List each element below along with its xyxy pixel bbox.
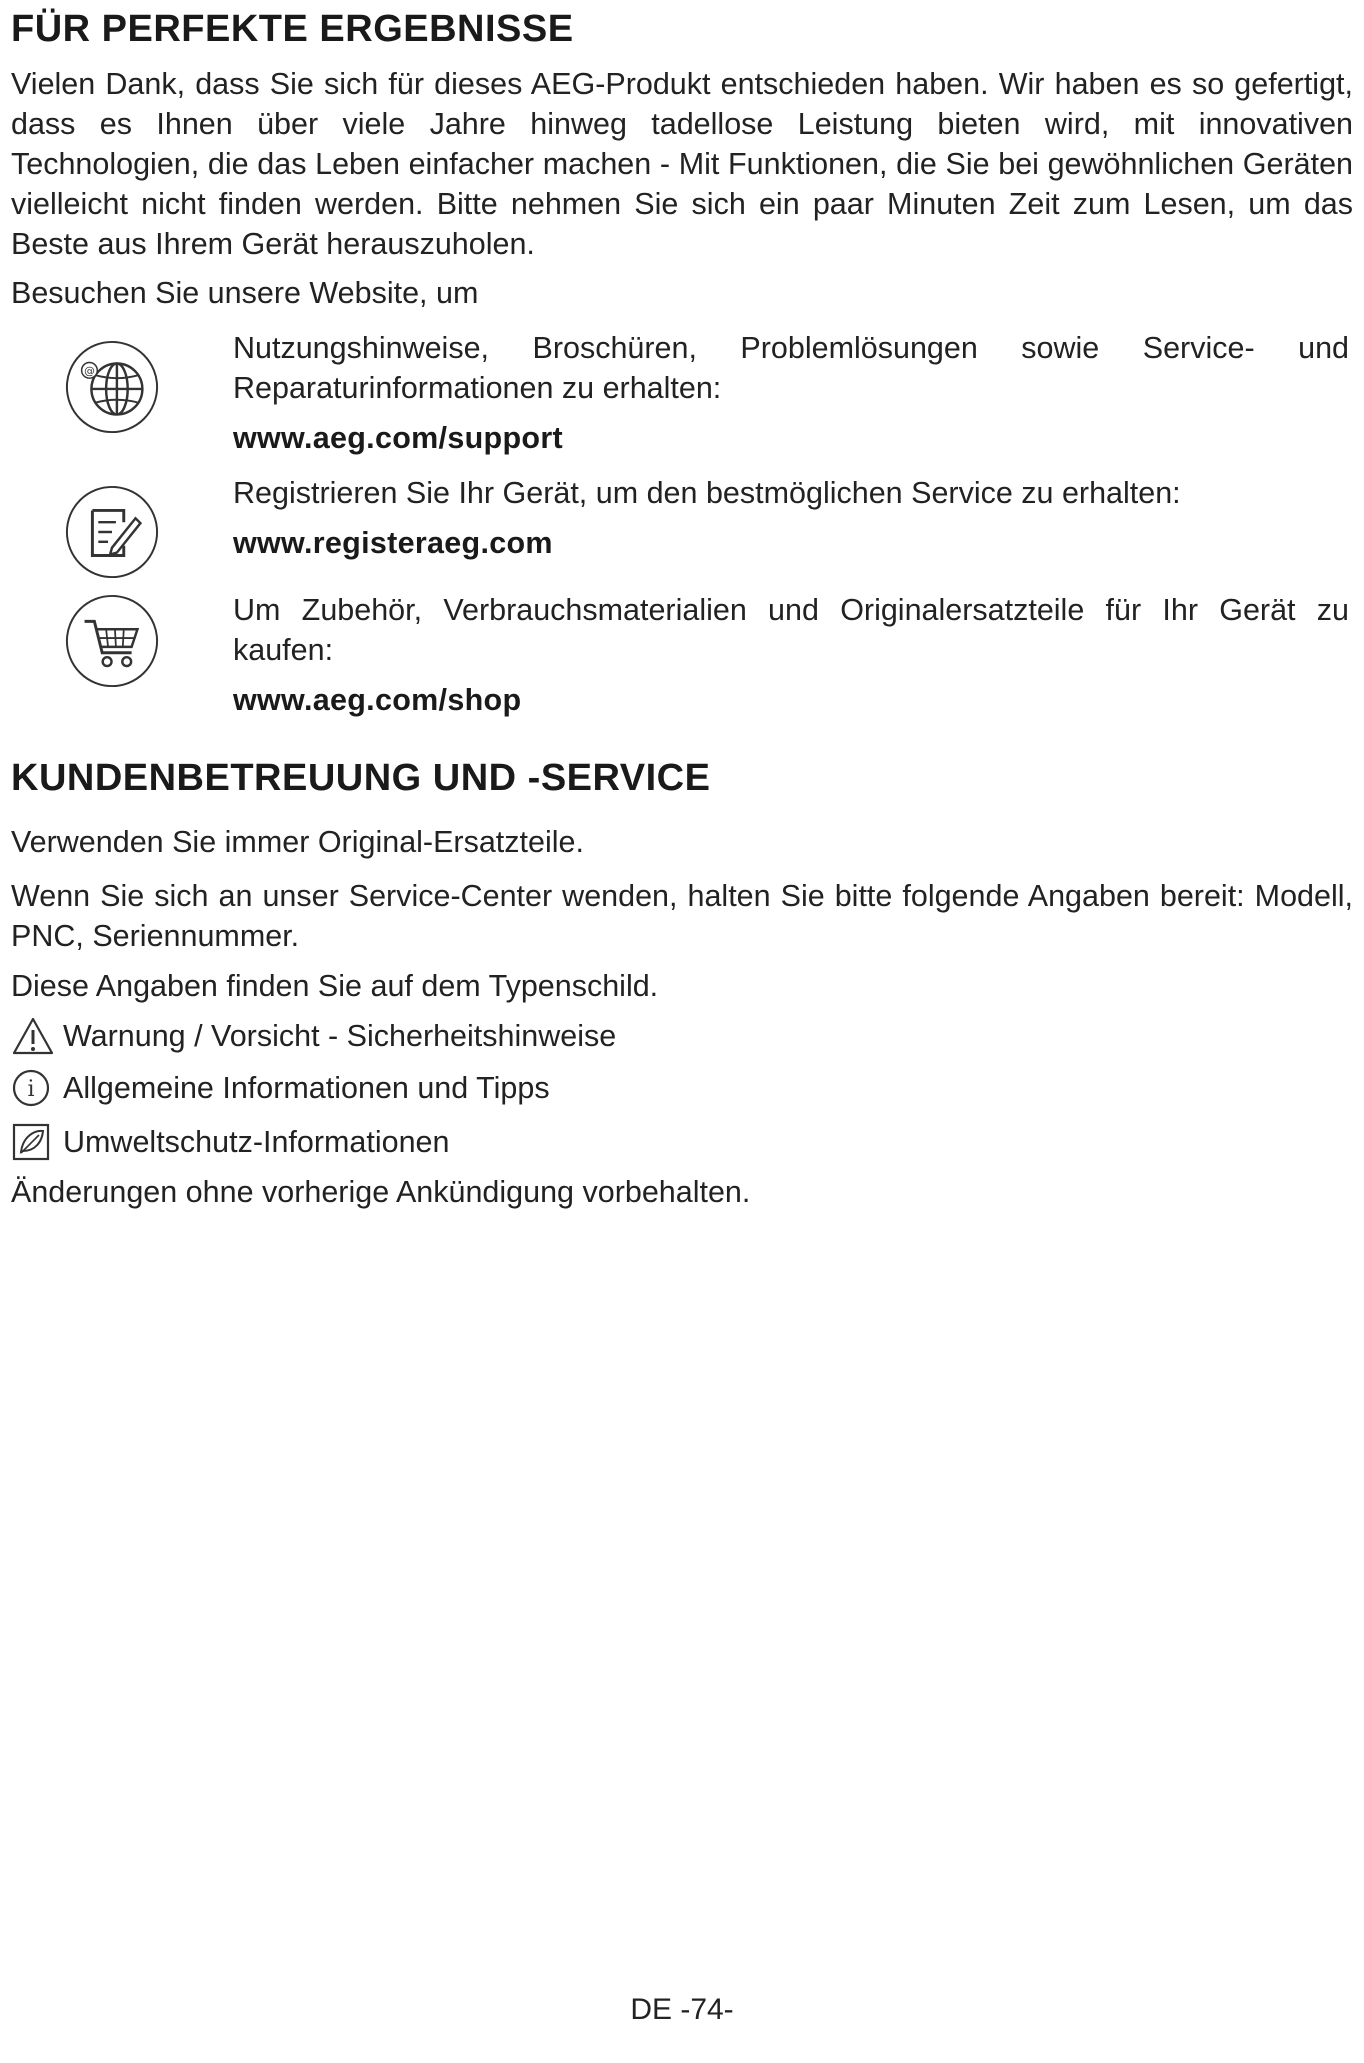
intro-paragraph: Vielen Dank, dass Sie sich für dieses AEG-Produkt entschieden haben. Wir haben es so gefertigt, dass es Ihnen über viele Jahre hinweg tadellose Leistung bieten wird, mit innovativen Technologien, die das Leben einfacher machen - Mit Funktionen, die Sie bei gewöhnlichen Geräten vielleicht nicht finden werden. Bitte nehmen Sie sich ein paar Minuten Zeit zum Lesen, um das Beste aus Ihrem Gerät herauszuholen. xyxy=(11,67,1353,261)
legend-environment-label: Umweltschutz-Informationen xyxy=(63,1124,450,1159)
shop-item-text: Um Zubehör, Verbrauchsmaterialien und Originalersatzteile für Ihr Gerät zu kaufen: xyxy=(233,593,1349,667)
legend-info-label: Allgemeine Informationen und Tipps xyxy=(63,1070,550,1105)
legend-warning-label: Warnung / Vorsicht - Sicherheitshinweise xyxy=(63,1018,617,1053)
page-number: DE -74- xyxy=(630,1993,734,2026)
svg-text:@: @ xyxy=(84,364,95,378)
register-item-text: Registrieren Sie Ihr Gerät, um den bestmöglichen Service zu erhalten: xyxy=(233,476,1181,510)
visit-website-text: Besuchen Sie unsere Website, um xyxy=(11,276,479,310)
shopping-cart-icon xyxy=(63,592,161,690)
shop-link[interactable]: www.aeg.com/shop xyxy=(233,683,522,717)
changes-notice: Änderungen ohne vorherige Ankündigung vorbehalten. xyxy=(11,1175,751,1209)
svg-text:i: i xyxy=(27,1077,35,1102)
service-center-text: Wenn Sie sich an unser Service-Center wenden, halten Sie bitte folgende Angaben bereit: Modell, PNC, Seriennummer. xyxy=(11,879,1353,953)
legend-environment xyxy=(11,1120,449,1164)
info-icon xyxy=(11,1068,55,1108)
legend-info xyxy=(11,1066,550,1110)
section-title-customer-service: KUNDENBETREUUNG UND -SERVICE xyxy=(11,757,711,799)
support-link[interactable]: www.aeg.com/support xyxy=(233,421,563,455)
register-link[interactable]: www.registeraeg.com xyxy=(233,526,553,560)
register-icon xyxy=(63,483,161,581)
type-plate-text: Diese Angaben finden Sie auf dem Typenschild. xyxy=(11,969,659,1003)
leaf-icon xyxy=(11,1122,55,1162)
globe-icon xyxy=(63,338,161,436)
warning-icon xyxy=(11,1016,55,1056)
original-parts-text: Verwenden Sie immer Original-Ersatzteile. xyxy=(11,825,584,859)
support-item-text: Nutzungshinweise, Broschüren, Problemlösungen sowie Service- und Reparaturinformationen zu erhalten: xyxy=(233,331,1349,405)
legend-warning xyxy=(11,1014,616,1058)
section-title-perfect-results: FÜR PERFEKTE ERGEBNISSE xyxy=(11,8,574,50)
